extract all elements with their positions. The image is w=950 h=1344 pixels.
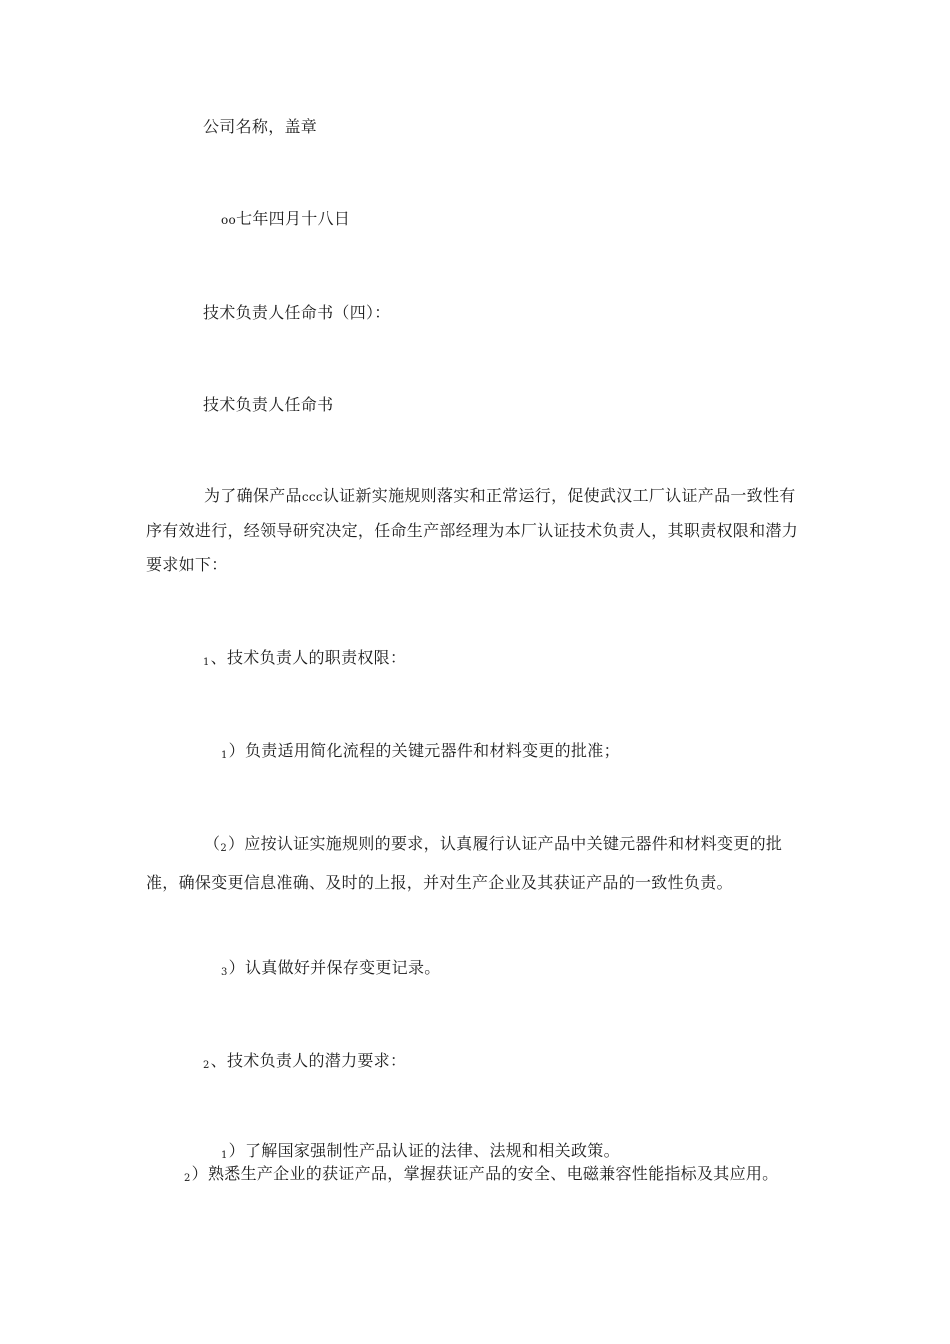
duty-item-2-prefix: （ bbox=[204, 834, 221, 853]
duty-item-1-number: 1 bbox=[221, 750, 228, 761]
duty-item-2 bbox=[146, 827, 806, 900]
document-title bbox=[203, 395, 333, 415]
duty-item-2-text: ）应按认证实施规则的要求，认真履行认证产品中关键元器件和材料变更的批准，确保变更信息准确、及时的上报，并对生产企业及其获证产品的一致性负责。 bbox=[146, 834, 783, 892]
requirement-item-2-number: 2 bbox=[184, 1173, 191, 1184]
date-text: 七年四月十八日 bbox=[236, 209, 351, 228]
intro-text-b: 认证新实施规则落实和正常运行，促使武汉工厂认证产品一致性有序有效进行，经领导研究决定，任命生产部经理为本厂认证技术负责人，其职责权限和潜力要求如下： bbox=[146, 486, 799, 574]
section-title bbox=[203, 303, 391, 323]
heading-duties-number: 1 bbox=[203, 657, 210, 668]
duty-item-3-number: 3 bbox=[221, 967, 228, 978]
date-prefix: oo bbox=[221, 213, 237, 227]
intro-paragraph bbox=[146, 479, 806, 582]
date-line bbox=[221, 209, 350, 230]
heading-requirements bbox=[203, 1051, 406, 1076]
requirement-item-2-text: ）熟悉生产企业的获证产品，掌握获证产品的安全、电磁兼容性能指标及其应用。 bbox=[191, 1164, 779, 1183]
intro-text-a: 为了确保产品 bbox=[204, 486, 302, 505]
duty-item-1 bbox=[221, 741, 620, 766]
requirement-item-1-text: ）了解国家强制性产品认证的法律、法规和相关政策。 bbox=[228, 1141, 620, 1160]
heading-requirements-number: 2 bbox=[203, 1060, 210, 1071]
duty-item-2-number: 2 bbox=[220, 843, 227, 854]
heading-requirements-text: 、技术负责人的潜力要求： bbox=[210, 1051, 407, 1070]
duty-item-3-text: ）认真做好并保存变更记录。 bbox=[228, 958, 441, 977]
duty-item-1-text: ）负责适用简化流程的关键元器件和材料变更的批准； bbox=[228, 741, 620, 760]
intro-ccc: ccc bbox=[301, 490, 323, 504]
duty-item-3 bbox=[221, 958, 441, 983]
heading-duties bbox=[203, 648, 406, 673]
requirement-item-2 bbox=[146, 1157, 786, 1196]
company-seal-line bbox=[203, 117, 317, 137]
requirement-item-1-number: 1 bbox=[221, 1150, 228, 1161]
section-title-text: 技术负责人任命书（四）： bbox=[203, 303, 391, 322]
heading-duties-text: 、技术负责人的职责权限： bbox=[210, 648, 407, 667]
company-seal-text: 公司名称，盖章 bbox=[203, 117, 318, 136]
document-title-text: 技术负责人任命书 bbox=[203, 395, 334, 414]
